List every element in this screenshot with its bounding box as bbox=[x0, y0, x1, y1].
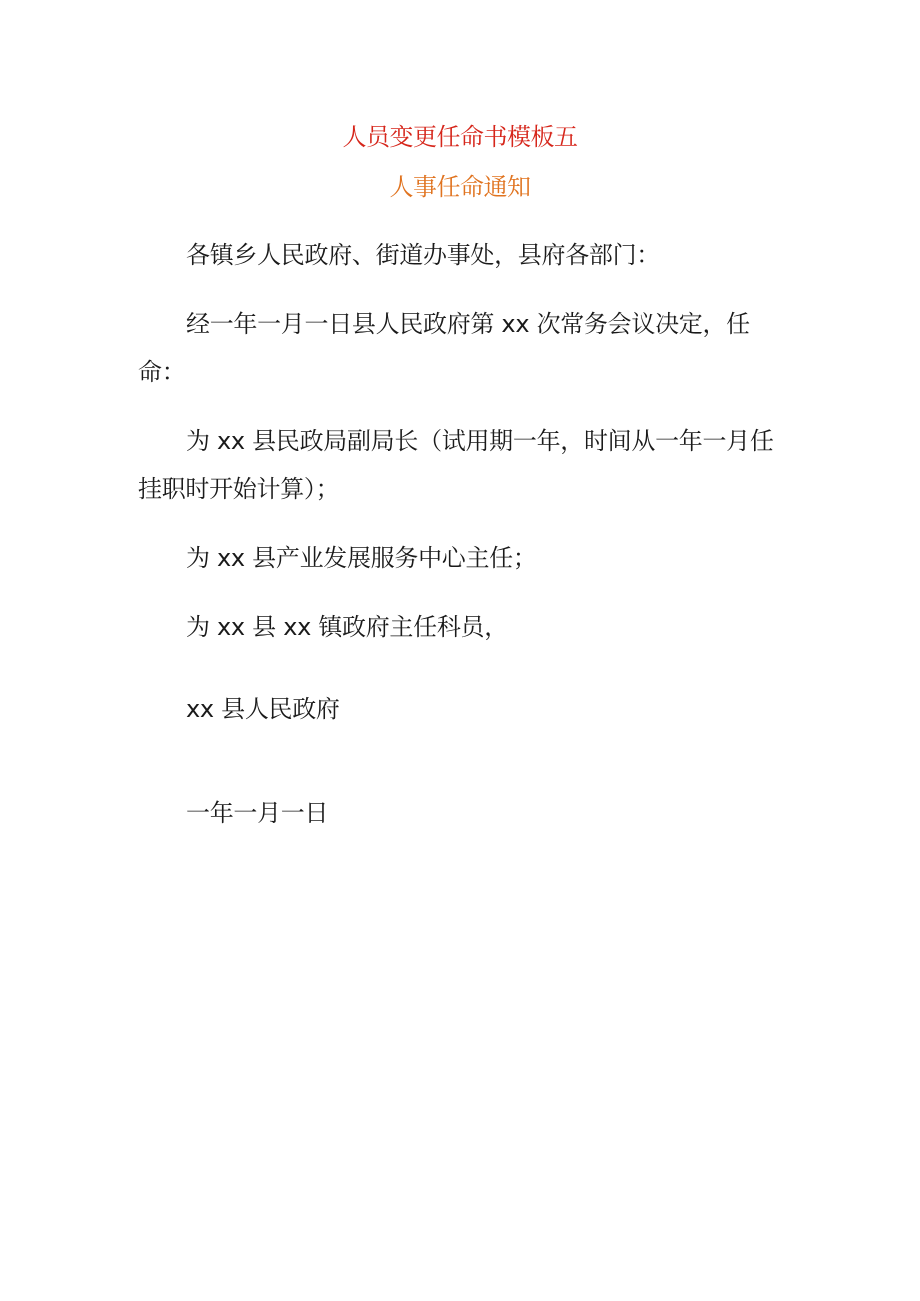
document-date: 一年一月一日 bbox=[186, 799, 329, 827]
signature: xx 县人民政府 bbox=[186, 695, 340, 723]
document-subtitle: 人事任命通知 bbox=[389, 173, 531, 201]
salutation: 各镇乡人民政府、街道办事处，县府各部门： bbox=[186, 241, 660, 269]
paragraph-decision: 经一年一月一日县人民政府第 xx 次常务会议决定，任命： bbox=[138, 310, 750, 386]
paragraph-appointment-2: 为 xx 县产业发展服务中心主任； bbox=[186, 544, 537, 572]
document-title: 人员变更任命书模板五 bbox=[342, 123, 578, 151]
paragraph-appointment-3: 为 xx 县 xx 镇政府主任科员， bbox=[186, 613, 508, 641]
paragraph-appointment-1: 为 xx 县民政局副局长（试用期一年，时间从一年一月任挂职时开始计算）； bbox=[138, 427, 774, 503]
